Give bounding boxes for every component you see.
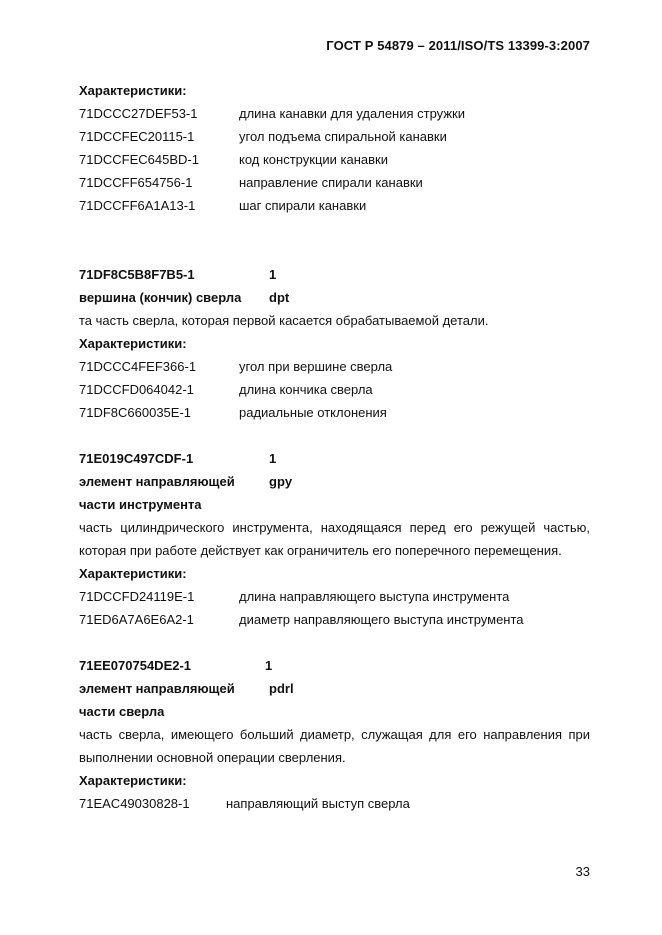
characteristics-label: Характеристики: bbox=[79, 336, 187, 351]
characteristics-label: Характеристики: bbox=[79, 773, 187, 788]
term-header bbox=[79, 654, 590, 677]
page-number: 33 bbox=[575, 864, 590, 879]
term-definition: часть цилиндрического инструмента, находящаяся перед его режущей частью, bbox=[79, 520, 590, 535]
characteristic-code: 71DCCFF6A1A13-1 bbox=[79, 198, 196, 213]
spacer bbox=[79, 240, 590, 263]
term-name-continued: части инструмента bbox=[79, 497, 202, 512]
term-symbol: dpt bbox=[269, 290, 290, 305]
spacer bbox=[79, 424, 590, 447]
term-definition: часть сверла, имеющего больший диаметр, служащая для его направления при bbox=[79, 727, 590, 742]
characteristic-text: радиальные отклонения bbox=[239, 405, 387, 420]
characteristic-code: 71DCCC27DEF53-1 bbox=[79, 106, 198, 121]
term-name-row bbox=[79, 286, 590, 309]
term-code: 71E019C497CDF-1 bbox=[79, 451, 194, 466]
characteristic-text: направление спирали канавки bbox=[239, 175, 423, 190]
document-header: ГОСТ Р 54879 – 2011/ISO/TS 13399-3:2007 bbox=[326, 38, 590, 53]
spacer bbox=[79, 217, 590, 240]
characteristic-code: 71DF8C660035E-1 bbox=[79, 405, 192, 420]
term-definition: которая при работе действует как ограничитель его поперечного перемещения. bbox=[79, 543, 562, 558]
characteristic-code: 71DCCFEC645BD-1 bbox=[79, 152, 199, 167]
term-definition: выполнении основной операции сверления. bbox=[79, 750, 346, 765]
characteristic-row bbox=[79, 585, 590, 608]
spacer bbox=[79, 631, 590, 654]
characteristic-text: длина кончика сверла bbox=[239, 382, 373, 397]
characteristic-row bbox=[79, 355, 590, 378]
characteristic-text: длина направляющего выступа инструмента bbox=[239, 589, 510, 604]
term-name-continued: части сверла bbox=[79, 704, 165, 719]
characteristic-text: код конструкции канавки bbox=[239, 152, 388, 167]
characteristic-row bbox=[79, 378, 590, 401]
characteristic-text: диаметр направляющего выступа инструмента bbox=[239, 612, 524, 627]
term-code: 71EE070754DE2-1 bbox=[79, 658, 192, 673]
characteristic-code: 71DCCFD064042-1 bbox=[79, 382, 194, 397]
characteristic-row bbox=[79, 102, 590, 125]
term-definition: та часть сверла, которая первой касается обрабатываемой детали. bbox=[79, 313, 489, 328]
characteristic-row bbox=[79, 148, 590, 171]
characteristic-text: направляющий выступ сверла bbox=[226, 796, 410, 811]
characteristic-row bbox=[79, 608, 590, 631]
term-name: вершина (кончик) сверла bbox=[79, 290, 242, 305]
term-symbol: gpy bbox=[269, 474, 293, 489]
term-symbol: pdrl bbox=[269, 681, 294, 696]
characteristic-code: 71DCCFF654756-1 bbox=[79, 175, 193, 190]
characteristic-text: угол подъема спиральной канавки bbox=[239, 129, 447, 144]
characteristic-text: шаг спирали канавки bbox=[239, 198, 367, 213]
term-header bbox=[79, 447, 590, 470]
characteristic-row bbox=[79, 125, 590, 148]
term-name-row bbox=[79, 470, 590, 493]
characteristic-row bbox=[79, 792, 590, 815]
term-version: 1 bbox=[269, 267, 277, 282]
characteristic-code: 71DCCFD24119E-1 bbox=[79, 589, 195, 604]
characteristic-code: 71DCCC4FEF366-1 bbox=[79, 359, 197, 374]
characteristic-code: 71DCCFEC20115-1 bbox=[79, 129, 195, 144]
term-version: 1 bbox=[269, 451, 277, 466]
characteristic-row bbox=[79, 401, 590, 424]
characteristics-label: Характеристики: bbox=[79, 566, 187, 581]
characteristic-text: длина канавки для удаления стружки bbox=[239, 106, 465, 121]
characteristic-row bbox=[79, 194, 590, 217]
term-name: элемент направляющей bbox=[79, 681, 235, 696]
term-name-row bbox=[79, 677, 590, 700]
characteristics-label: Характеристики: bbox=[79, 83, 187, 98]
term-code: 71DF8C5B8F7B5-1 bbox=[79, 267, 195, 282]
term-version: 1 bbox=[265, 658, 273, 673]
term-header bbox=[79, 263, 590, 286]
characteristic-code: 71ED6A7A6E6A2-1 bbox=[79, 612, 194, 627]
characteristic-code: 71EAC49030828-1 bbox=[79, 796, 190, 811]
document-body bbox=[79, 79, 590, 815]
characteristic-text: угол при вершине сверла bbox=[239, 359, 393, 374]
term-name: элемент направляющей bbox=[79, 474, 235, 489]
characteristic-row bbox=[79, 171, 590, 194]
